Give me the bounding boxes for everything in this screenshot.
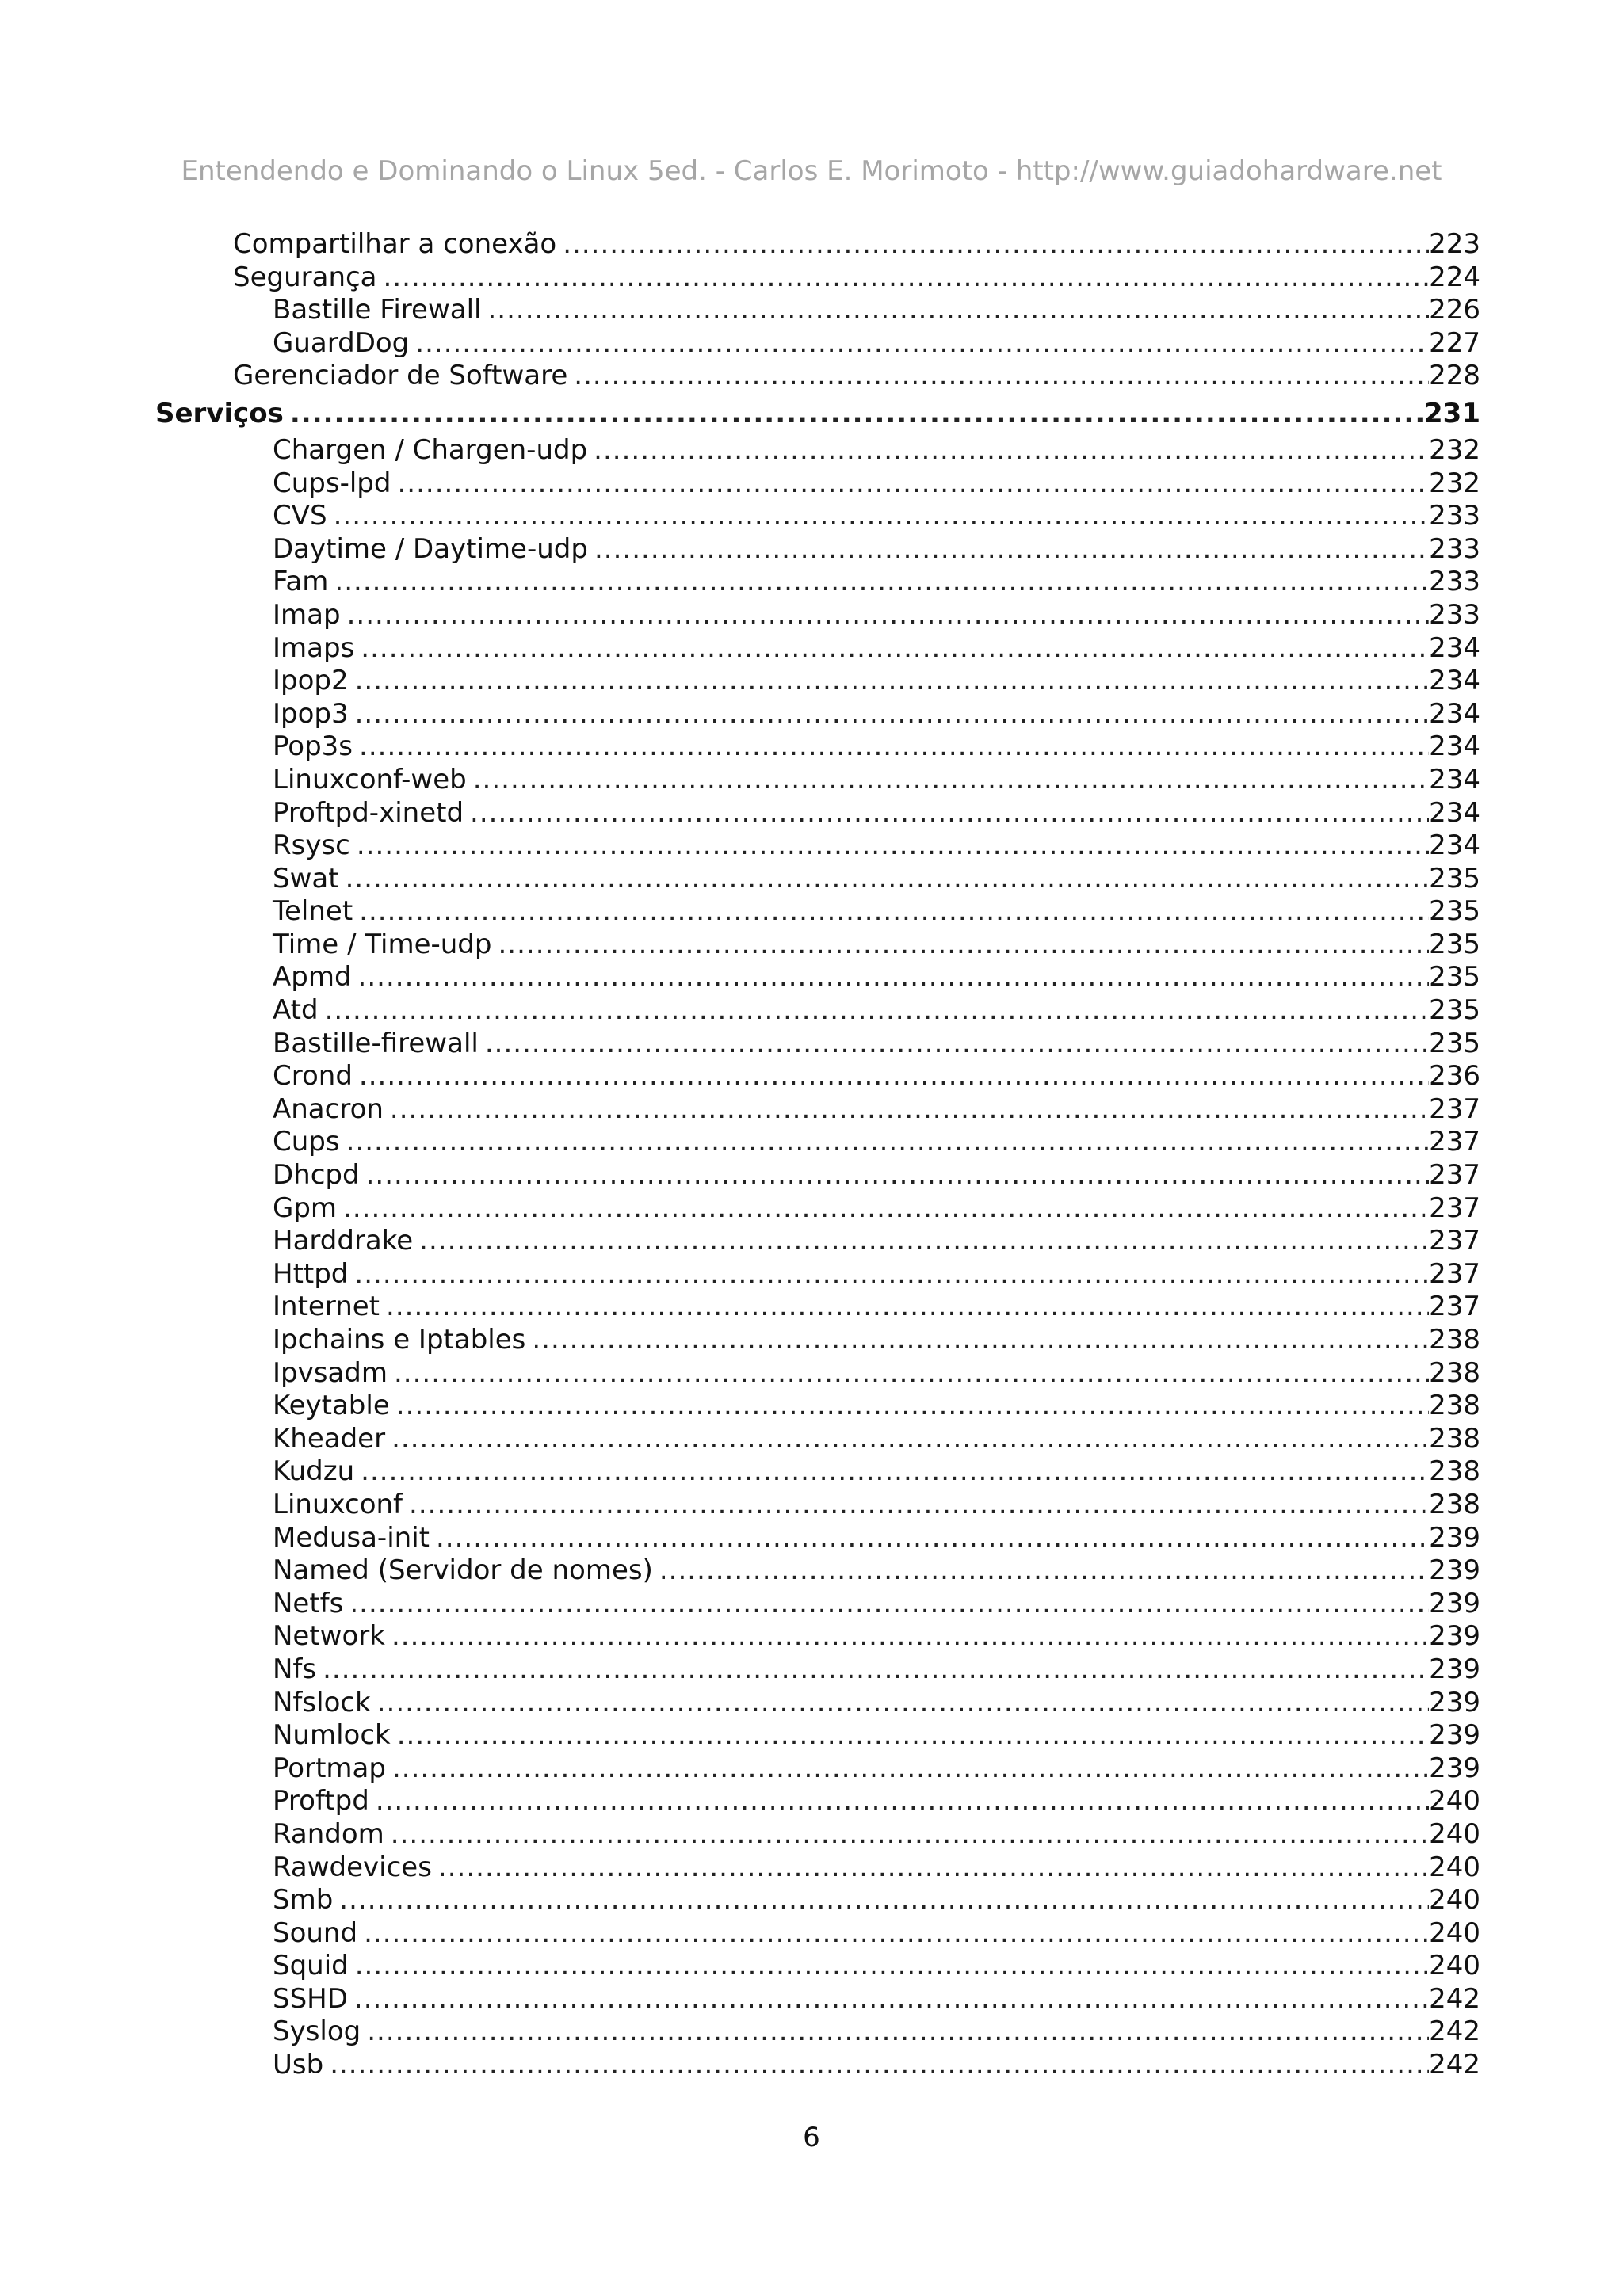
toc-entry-title: Internet <box>273 1291 380 1323</box>
toc-dot-leader <box>409 1489 1429 1522</box>
toc-entry-title: Rsysc <box>273 830 350 862</box>
toc-entry-title: Dhcpd <box>273 1159 360 1192</box>
toc-dot-leader <box>377 1687 1429 1720</box>
toc-entry <box>155 1357 1480 1390</box>
toc-dot-leader <box>498 929 1429 962</box>
toc-dot-leader <box>594 533 1429 566</box>
toc-dot-leader <box>415 327 1429 360</box>
toc-dot-leader <box>323 1653 1429 1687</box>
toc-entry-page: 242 <box>1429 2016 1480 2048</box>
toc-dot-leader <box>330 2049 1429 2082</box>
toc-entry-page: 228 <box>1429 360 1480 392</box>
toc-entry-title: Telnet <box>273 895 353 928</box>
toc-entry-page: 240 <box>1429 1785 1480 1817</box>
toc-entry-title: Linuxconf <box>273 1488 403 1520</box>
toc-entry-title: SSHD <box>273 1982 348 2015</box>
toc-entry-page: 231 <box>1424 397 1480 429</box>
toc-dot-leader <box>376 1785 1429 1818</box>
toc-entry <box>155 294 1480 327</box>
toc-dot-leader <box>339 1884 1429 1917</box>
toc-entry-title: Sound <box>273 1917 358 1949</box>
toc-entry-title: Pop3s <box>273 730 353 763</box>
toc-entry-title: Daytime / Daytime-udp <box>273 532 588 565</box>
toc-entry <box>155 1950 1480 1983</box>
toc-dot-leader <box>364 1917 1429 1951</box>
toc-entry <box>155 1489 1480 1522</box>
toc-entry <box>155 994 1480 1028</box>
toc-dot-leader <box>659 1554 1429 1588</box>
toc-entry-title: Cups <box>273 1126 340 1158</box>
toc-entry <box>155 327 1480 360</box>
toc-entry <box>155 1753 1480 1786</box>
toc-entry <box>155 2049 1480 2082</box>
toc-dot-leader <box>355 698 1429 731</box>
toc-dot-leader <box>436 1522 1429 1555</box>
toc-entry <box>155 599 1480 632</box>
toc-entry-page: 240 <box>1429 1950 1480 1982</box>
toc-entry <box>155 730 1480 764</box>
toc-entry-title: Nfs <box>273 1653 317 1685</box>
toc-entry <box>155 929 1480 962</box>
toc-entry-title: Linuxconf-web <box>273 763 467 795</box>
toc-entry-title: Atd <box>273 994 319 1027</box>
toc-entry-page: 223 <box>1429 228 1480 260</box>
toc-entry <box>155 1653 1480 1687</box>
toc-dot-leader <box>358 961 1430 994</box>
toc-entry <box>155 1423 1480 1456</box>
toc-entry-title: Ipchains e Iptables <box>273 1324 526 1356</box>
toc-entry-page: 239 <box>1429 1554 1480 1587</box>
toc-entry-page: 236 <box>1429 1060 1480 1093</box>
toc-entry <box>155 830 1480 863</box>
page-number: 6 <box>803 2122 820 2153</box>
toc-dot-leader <box>390 1093 1429 1127</box>
toc-entry <box>155 1620 1480 1653</box>
toc-dot-leader <box>346 863 1430 896</box>
toc-entry <box>155 698 1480 731</box>
toc-entry <box>155 566 1480 599</box>
toc-entry-page: 239 <box>1429 1653 1480 1685</box>
toc-entry-page: 240 <box>1429 1817 1480 1850</box>
toc-entry-page: 227 <box>1429 326 1480 359</box>
toc-entry-title: Time / Time-udp <box>273 928 492 960</box>
toc-entry <box>155 895 1480 929</box>
toc-entry <box>155 665 1480 698</box>
toc-entry-page: 240 <box>1429 1851 1480 1883</box>
toc-dot-leader <box>396 1390 1429 1423</box>
toc-entry-title: Proftpd-xinetd <box>273 796 464 829</box>
toc-entry-title: Gpm <box>273 1192 338 1224</box>
toc-entry <box>155 228 1480 261</box>
toc-entry-page: 237 <box>1429 1126 1480 1158</box>
toc-dot-leader <box>563 228 1429 261</box>
toc-entry-title: Imap <box>273 598 341 631</box>
toc-dot-leader <box>347 599 1430 632</box>
toc-entry-title: Crond <box>273 1060 353 1093</box>
toc-entry-title: Keytable <box>273 1390 390 1422</box>
toc-entry-title: Ipop2 <box>273 665 349 697</box>
toc-entry-title: Squid <box>273 1950 349 1982</box>
toc-dot-leader <box>366 1159 1430 1192</box>
toc-entry-title: Smb <box>273 1884 334 1917</box>
toc-entry <box>155 1719 1480 1753</box>
toc-entry <box>155 1785 1480 1818</box>
toc-dot-leader <box>473 764 1429 797</box>
toc-entry-page: 224 <box>1429 261 1480 293</box>
toc-entry-page: 226 <box>1429 294 1480 326</box>
toc-entry-page: 235 <box>1429 862 1480 894</box>
toc-entry <box>155 533 1480 566</box>
toc-entry-page: 238 <box>1429 1488 1480 1520</box>
toc-entry-page: 232 <box>1429 433 1480 466</box>
toc-entry <box>155 1522 1480 1555</box>
toc-entry-page: 238 <box>1429 1356 1480 1389</box>
toc-entry-page: 234 <box>1429 631 1480 664</box>
toc-entry-title: Apmd <box>273 961 352 994</box>
toc-entry-page: 234 <box>1429 763 1480 795</box>
toc-entry <box>155 1983 1480 2016</box>
toc-entry-title: Httpd <box>273 1257 349 1290</box>
toc-dot-leader <box>397 467 1429 501</box>
toc-entry <box>155 764 1480 797</box>
toc-entry-title: Medusa-init <box>273 1521 430 1554</box>
toc-entry-title: Network <box>273 1620 385 1653</box>
toc-entry-title: CVS <box>273 500 327 532</box>
toc-dot-leader <box>392 1753 1429 1786</box>
table-of-contents <box>155 228 1480 2082</box>
toc-dot-leader <box>343 1192 1429 1226</box>
toc-entry-page: 235 <box>1429 928 1480 960</box>
toc-entry-title: GuardDog <box>273 326 410 359</box>
toc-entry-title: Bastille-firewall <box>273 1027 479 1059</box>
toc-dot-leader <box>394 1357 1429 1390</box>
toc-dot-leader <box>391 1818 1429 1852</box>
toc-dot-leader <box>355 1950 1429 1983</box>
toc-entry-page: 234 <box>1429 665 1480 697</box>
toc-entry-page: 238 <box>1429 1324 1480 1356</box>
toc-entry <box>155 1588 1480 1621</box>
toc-entry-page: 239 <box>1429 1686 1480 1718</box>
toc-entry-title: Ipop3 <box>273 697 349 730</box>
toc-entry-title: Harddrake <box>273 1225 414 1257</box>
toc-entry <box>155 1687 1480 1720</box>
toc-entry-page: 237 <box>1429 1225 1480 1257</box>
toc-dot-leader <box>354 1258 1429 1291</box>
toc-entry <box>155 797 1480 830</box>
toc-entry-title: Fam <box>273 566 329 598</box>
toc-entry-page: 234 <box>1429 730 1480 763</box>
toc-entry <box>155 1884 1480 1917</box>
toc-entry-title: Anacron <box>273 1093 384 1125</box>
toc-entry <box>155 1159 1480 1192</box>
toc-entry <box>155 1554 1480 1588</box>
toc-entry <box>155 1852 1480 1885</box>
toc-entry-title: Named (Servidor de nomes) <box>273 1554 653 1587</box>
toc-entry-page: 234 <box>1429 830 1480 862</box>
toc-entry-title: Usb <box>273 2049 324 2081</box>
toc-entry-page: 235 <box>1429 895 1480 928</box>
toc-entry-title: Kudzu <box>273 1455 355 1488</box>
toc-entry-title: Segurança <box>233 261 377 293</box>
toc-dot-leader <box>532 1324 1429 1357</box>
toc-entry <box>155 1192 1480 1226</box>
toc-entry-title: Proftpd <box>273 1785 369 1817</box>
toc-dot-leader <box>367 2016 1429 2049</box>
toc-entry <box>155 863 1480 896</box>
toc-entry-page: 233 <box>1429 532 1480 565</box>
toc-entry-title: Imaps <box>273 631 355 664</box>
toc-entry <box>155 2016 1480 2049</box>
toc-entry <box>155 393 1480 434</box>
toc-dot-leader <box>485 1028 1429 1061</box>
toc-entry-page: 235 <box>1429 994 1480 1027</box>
toc-entry-title: Kheader <box>273 1422 386 1455</box>
toc-dot-leader <box>357 830 1429 863</box>
toc-entry <box>155 1225 1480 1258</box>
toc-entry <box>155 1917 1480 1951</box>
toc-entry <box>155 1126 1480 1159</box>
toc-dot-leader <box>438 1852 1429 1885</box>
toc-entry-page: 235 <box>1429 1027 1480 1059</box>
toc-entry-page: 239 <box>1429 1587 1480 1619</box>
toc-entry <box>155 1390 1480 1423</box>
toc-entry-title: Chargen / Chargen-udp <box>273 433 588 466</box>
toc-entry-title: Serviços <box>155 397 284 429</box>
toc-entry-page: 239 <box>1429 1752 1480 1784</box>
toc-entry-page: 238 <box>1429 1422 1480 1455</box>
toc-entry-title: Bastille Firewall <box>273 294 482 326</box>
toc-entry <box>155 1060 1480 1093</box>
toc-entry-title: Random <box>273 1817 384 1850</box>
toc-entry-page: 237 <box>1429 1159 1480 1192</box>
toc-entry-title: Cups-lpd <box>273 467 391 499</box>
toc-dot-leader <box>391 1620 1429 1653</box>
toc-entry <box>155 261 1480 295</box>
toc-dot-leader <box>359 730 1429 764</box>
toc-dot-leader <box>325 994 1430 1028</box>
toc-dot-leader <box>361 632 1429 666</box>
toc-dot-leader <box>419 1225 1429 1258</box>
toc-entry <box>155 434 1480 467</box>
toc-entry <box>155 467 1480 501</box>
toc-dot-leader <box>594 434 1429 467</box>
toc-entry-page: 242 <box>1429 2049 1480 2081</box>
toc-entry <box>155 1028 1480 1061</box>
toc-dot-leader <box>470 797 1429 830</box>
toc-entry-page: 240 <box>1429 1917 1480 1949</box>
toc-entry-page: 234 <box>1429 697 1480 730</box>
toc-entry-page: 233 <box>1429 566 1480 598</box>
toc-entry-page: 238 <box>1429 1455 1480 1488</box>
toc-dot-leader <box>334 566 1429 599</box>
toc-entry-page: 237 <box>1429 1192 1480 1224</box>
toc-dot-leader <box>290 393 1424 434</box>
toc-dot-leader <box>354 1983 1429 2016</box>
toc-entry <box>155 360 1480 393</box>
toc-dot-leader <box>574 360 1429 393</box>
toc-entry <box>155 1093 1480 1127</box>
toc-entry-page: 232 <box>1429 467 1480 499</box>
toc-entry <box>155 1258 1480 1291</box>
toc-entry <box>155 500 1480 533</box>
toc-dot-leader <box>361 1455 1429 1489</box>
toc-dot-leader <box>359 895 1429 929</box>
toc-entry-title: Gerenciador de Software <box>233 360 568 392</box>
toc-entry-page: 239 <box>1429 1719 1480 1752</box>
toc-entry <box>155 961 1480 994</box>
toc-entry <box>155 1455 1480 1489</box>
toc-dot-leader <box>349 1588 1429 1621</box>
toc-entry-page: 237 <box>1429 1291 1480 1323</box>
toc-entry <box>155 632 1480 666</box>
toc-entry-page: 233 <box>1429 500 1480 532</box>
toc-entry-page: 238 <box>1429 1390 1480 1422</box>
toc-dot-leader <box>487 294 1429 327</box>
toc-entry-title: Rawdevices <box>273 1851 432 1883</box>
toc-entry-page: 237 <box>1429 1257 1480 1290</box>
toc-dot-leader <box>397 1719 1429 1753</box>
toc-dot-leader <box>391 1423 1429 1456</box>
toc-entry-page: 237 <box>1429 1093 1480 1125</box>
toc-entry-page: 239 <box>1429 1521 1480 1554</box>
toc-entry <box>155 1291 1480 1324</box>
toc-dot-leader <box>355 665 1429 698</box>
toc-entry-page: 240 <box>1429 1884 1480 1917</box>
running-header: Entendendo e Dominando o Linux 5ed. - Carlos E. Morimoto - http://www.guiadohardware.net <box>181 155 1442 187</box>
toc-entry-title: Nfslock <box>273 1686 371 1718</box>
toc-entry-title: Swat <box>273 862 339 894</box>
toc-entry-title: Syslog <box>273 2016 361 2048</box>
toc-entry-title: Compartilhar a conexão <box>233 228 557 260</box>
toc-dot-leader <box>384 261 1430 295</box>
toc-entry-title: Numlock <box>273 1719 391 1752</box>
toc-entry-page: 233 <box>1429 598 1480 631</box>
toc-entry-page: 234 <box>1429 796 1480 829</box>
toc-entry <box>155 1324 1480 1357</box>
toc-entry-title: Netfs <box>273 1587 344 1619</box>
toc-entry <box>155 1818 1480 1852</box>
toc-entry-title: Ipvsadm <box>273 1356 388 1389</box>
toc-dot-leader <box>346 1126 1430 1159</box>
toc-dot-leader <box>386 1291 1429 1324</box>
toc-entry-page: 239 <box>1429 1620 1480 1653</box>
toc-dot-leader <box>334 500 1430 533</box>
toc-entry-page: 235 <box>1429 961 1480 994</box>
toc-entry-page: 242 <box>1429 1982 1480 2015</box>
toc-dot-leader <box>359 1060 1429 1093</box>
toc-entry-title: Portmap <box>273 1752 386 1784</box>
